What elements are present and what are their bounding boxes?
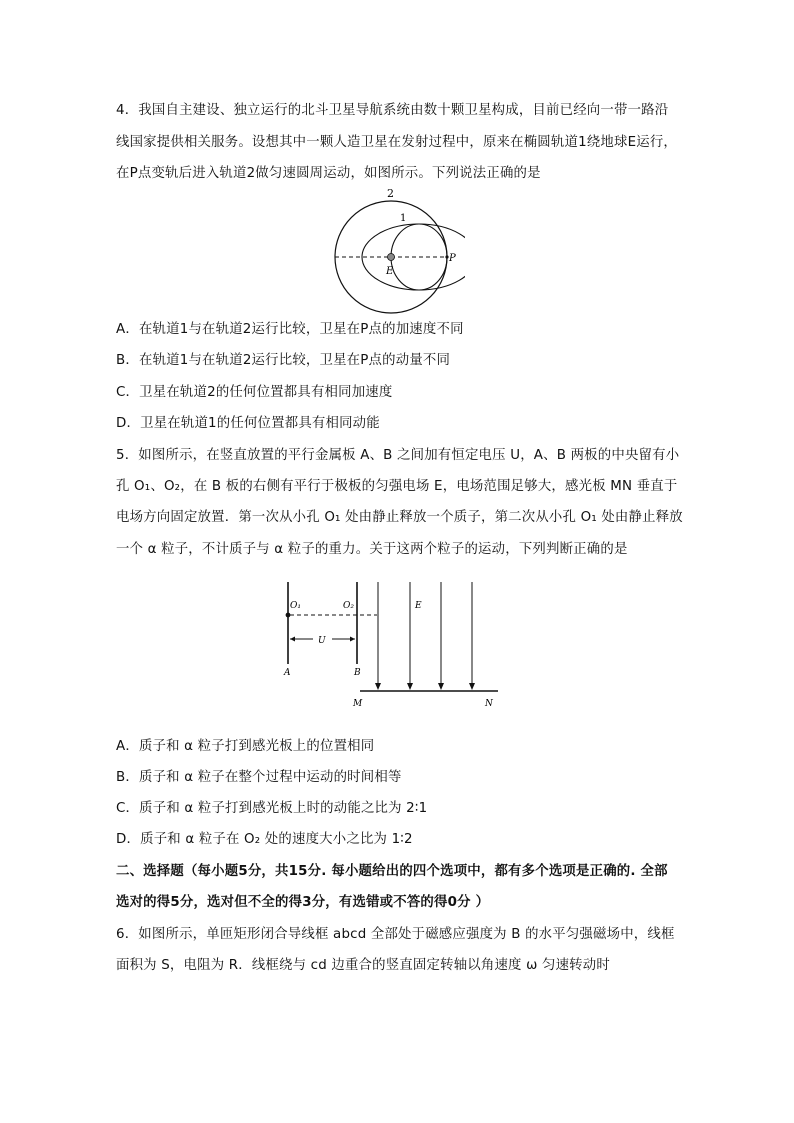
q4-line-3: 在P点变轨后进入轨道2做匀速圆周运动，如图所示。下列说法正确的是 xyxy=(116,166,541,181)
q4-option-c: C．卫星在轨道2的任何位置都具有相同加速度 xyxy=(116,385,393,400)
section-2-heading-line-1: 二、选择题（每小题5分，共15分. 每小题给出的四个选项中，都有多个选项是正确的. 全部 xyxy=(116,864,668,879)
q5-line-4: 一个 α 粒子，不计质子与 α 粒子的重力。关于这两个粒子的运动，下列判断正确的是 xyxy=(116,542,628,557)
q5-option-d: D．质子和 α 粒子在 O₂ 处的速度大小之比为 1∶2 xyxy=(116,832,413,847)
q4-line-2: 线国家提供相关服务。设想其中一颗人造卫星在发射过程中，原来在椭圆轨道1绕地球E运行， xyxy=(116,135,678,150)
label-a: A xyxy=(284,668,291,678)
label-point-p: P xyxy=(449,253,456,264)
label-earth: E xyxy=(386,266,394,277)
label-o1: O₁ xyxy=(290,601,301,611)
q4-option-b: B．在轨道1与在轨道2运行比较，卫星在P点的动量不同 xyxy=(116,353,451,368)
label-n: N xyxy=(485,699,493,709)
q5-option-a: A．质子和 α 粒子打到感光板上的位置相同 xyxy=(116,739,375,754)
q5-option-b: B．质子和 α 粒子在整个过程中运动的时间相等 xyxy=(116,770,402,785)
q5-line-1: 5．如图所示，在竖直放置的平行金属板 A、B 之间加有恒定电压 U，A、B 两板的中央留有小 xyxy=(116,448,680,463)
q5-option-c: C．质子和 α 粒子打到感光板上时的动能之比为 2∶1 xyxy=(116,801,428,816)
field-figure xyxy=(275,574,505,714)
label-m: M xyxy=(353,699,363,709)
section-2-heading-line-2: 选对的得5分，选对但不全的得3分，有选错或不答的得0分 ） xyxy=(116,895,490,910)
q5-line-2: 孔 O₁、O₂，在 B 板的右侧有平行于极板的匀强电场 E，电场范围足够大，感光板 MN 垂直于 xyxy=(116,479,678,494)
q6-line-1: 6．如图所示，单匝矩形闭合导线框 abcd 全部处于磁感应强度为 B 的水平匀强磁场中，线框 xyxy=(116,927,675,942)
label-orbit-1: 1 xyxy=(400,213,407,224)
q4-line-1: 4．我国自主建设、独立运行的北斗卫星导航系统由数十颗卫星构成，目前已经向一带一路沿 xyxy=(116,103,669,118)
label-u: U xyxy=(318,636,326,646)
earth-dot xyxy=(388,254,395,261)
q4-option-d: D．卫星在轨道1的任何位置都具有相同动能 xyxy=(116,416,380,431)
label-b: B xyxy=(354,668,361,678)
hole-o1 xyxy=(286,613,291,618)
q5-line-3: 电场方向固定放置．第一次从小孔 O₁ 处由静止释放一个质子，第二次从小孔 O₁ 处由静止释放 xyxy=(116,510,683,525)
orbit-figure xyxy=(330,186,465,316)
label-orbit-2: 2 xyxy=(387,187,394,200)
q6-line-2: 面积为 S，电阻为 R．线框绕与 cd 边重合的竖直固定转轴以角速度 ω 匀速转动时 xyxy=(116,958,610,973)
label-o2: O₂ xyxy=(343,601,354,611)
q4-option-a: A．在轨道1与在轨道2运行比较，卫星在P点的加速度不同 xyxy=(116,322,464,337)
label-e: E xyxy=(415,601,422,611)
